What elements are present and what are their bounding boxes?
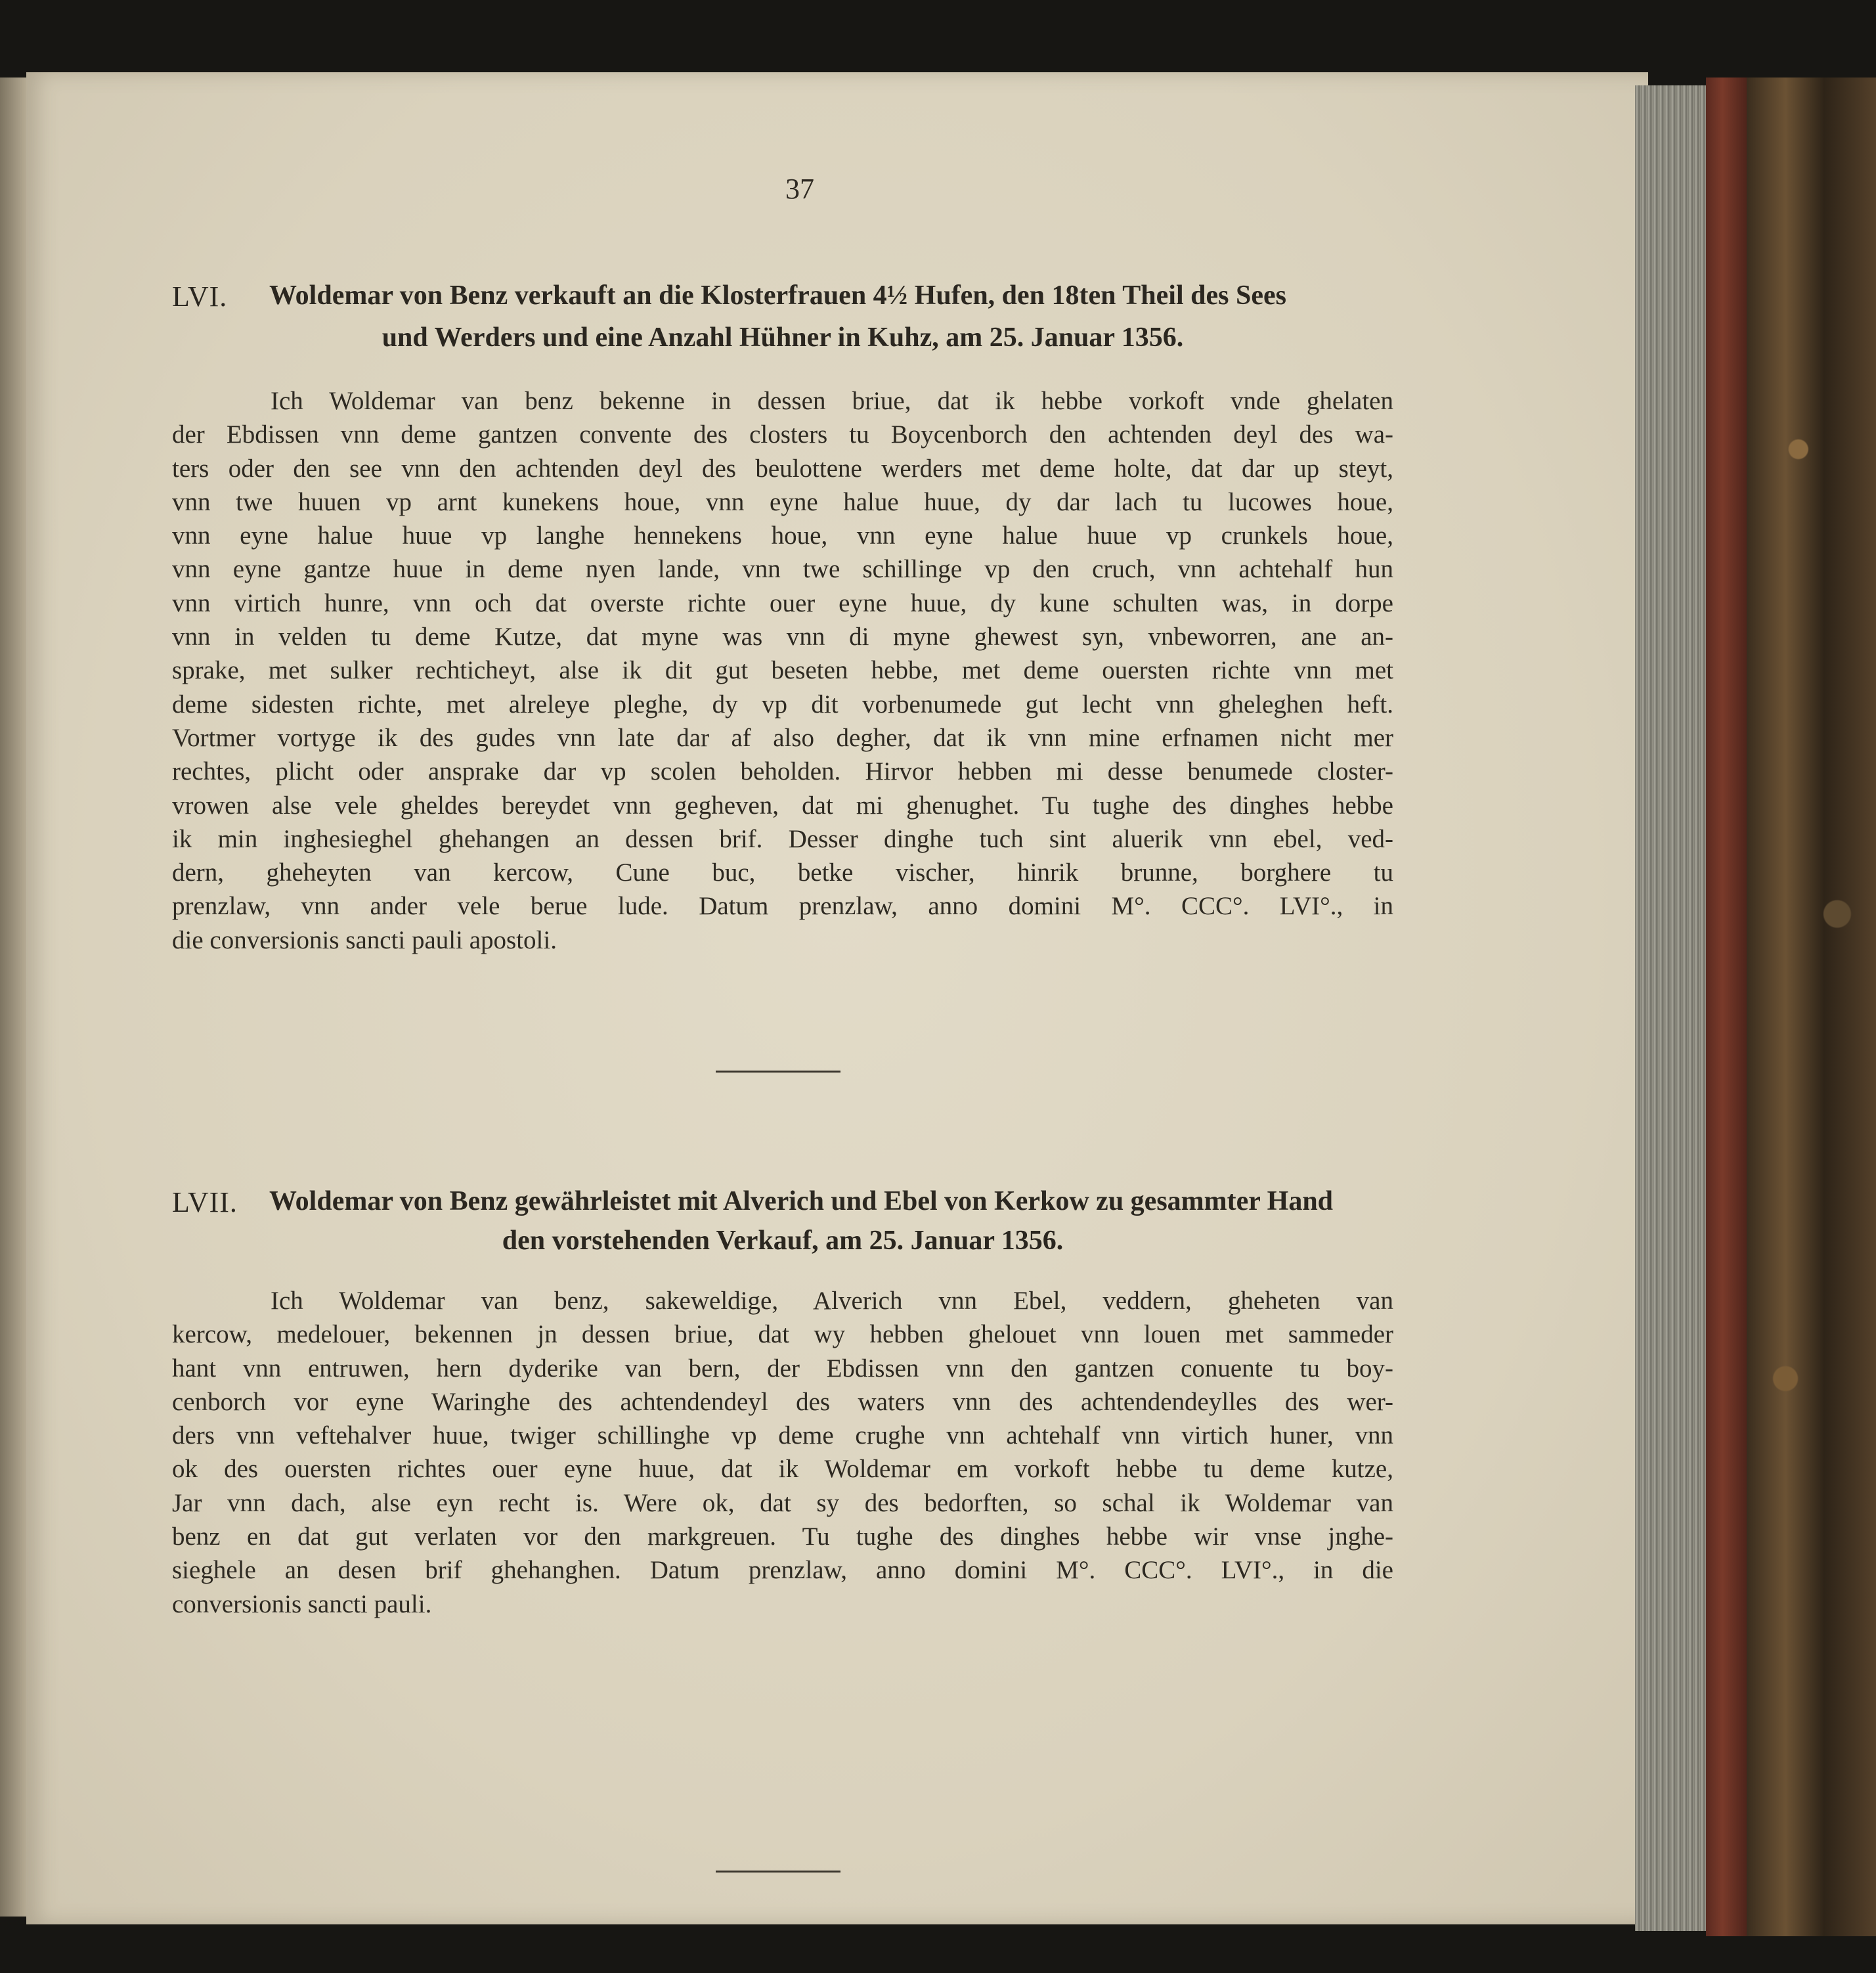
section-divider [716, 1871, 840, 1873]
text-line: vnn virtich hunre, vnn och dat overste richte ouer eyne huue, dy kune schulten was, in dorpe [172, 588, 1393, 617]
text-line: Vortmer vortyge ik des gudes vnn late dar af also degher, dat ik vnn mine erfnamen nicht mer [172, 723, 1393, 752]
page-block-edges [1635, 85, 1707, 1931]
text-line: deme sidesten richte, met alreleye pleghe, dy vp dit vorbenumede gut lecht vnn gheleghen heft. [172, 690, 1393, 719]
text-line: prenzlaw, vnn ander vele berue lude. Datum prenzlaw, anno domini M°. CCC°. LVI°., in [172, 892, 1393, 921]
page-number: 37 [785, 173, 814, 205]
section-number: LVI. [172, 280, 228, 313]
marbled-board [1747, 78, 1876, 1936]
text-line: conversionis sancti pauli. [172, 1589, 432, 1618]
section-body [172, 384, 1393, 957]
text-line: ok des ouersten richtes ouer eyne huue, dat ik Woldemar em vorkoft hebbe tu deme kutze, [172, 1455, 1393, 1484]
section-heading-line1: Woldemar von Benz verkauft an die Klosterfrauen 4½ Hufen, den 18ten Theil des Sees [269, 280, 1286, 311]
text-line: benz en dat gut verlaten vor den markgreuen. Tu tughe des dinghes hebbe wir vnse jnghe- [172, 1522, 1393, 1551]
text-line: rechtes, plicht oder ansprake dar vp scolen beholden. Hirvor hebben mi desse benumede closter- [172, 757, 1393, 786]
text-line: ders vnn veftehalver huue, twiger schillinghe vp deme crughe vnn achtehalf vnn virtich huner, vnn [172, 1421, 1393, 1450]
text-line: vrowen alse vele gheldes bereydet vnn gegheven, dat mi ghenughet. Tu tughe des dinghes hebbe [172, 791, 1393, 820]
section-heading-line2: den vorstehenden Verkauf, am 25. Januar 1356. [502, 1226, 1064, 1256]
text-line: ik min inghesieghel ghehangen an dessen brif. Desser dinghe tuch sint aluerik vnn ebel, ved- [172, 824, 1393, 853]
section-body [172, 1284, 1393, 1621]
section-number: LVII. [172, 1186, 238, 1218]
text-line: sieghele an desen brif ghehanghen. Datum prenzlaw, anno domini M°. CCC°. LVI°., in die [172, 1556, 1393, 1585]
section-heading-line2: und Werders und eine Anzahl Hühner in Kuhz, am 25. Januar 1356. [382, 322, 1184, 353]
book-cover-spine [1706, 78, 1747, 1936]
text-line: sprake, met sulker rechticheyt, alse ik dit gut beseten hebbe, met deme ouersten richte vnn met [172, 656, 1393, 685]
text-line: kercow, medelouer, bekennen jn dessen briue, dat wy hebben ghelouet vnn louen met sammeder [172, 1320, 1393, 1349]
text-line: vnn eyne halue huue vp langhe hennekens houe, vnn eyne halue huue vp crunkels houe, [172, 521, 1393, 550]
text-line: Ich Woldemar van benz, sakeweldige, Alverich vnn Ebel, veddern, gheheten van [271, 1287, 1393, 1315]
text-line: hant vnn entruwen, hern dyderike van bern, der Ebdissen vnn den gantzen conuente tu boy- [172, 1354, 1393, 1383]
text-line: vnn eyne gantze huue in deme nyen lande, vnn twe schillinge vp den cruch, vnn achtehalf hun [172, 555, 1393, 584]
text-line: Jar vnn dach, alse eyn recht is. Were ok, dat sy des bedorften, so schal ik Woldemar van [172, 1488, 1393, 1517]
section-heading-line1: Woldemar von Benz gewährleistet mit Alverich und Ebel von Kerkow zu gesammter Hand [269, 1186, 1334, 1216]
text-line: cenborch vor eyne Waringhe des achtendendeyl des waters vnn des achtendendeylles des wer- [172, 1387, 1393, 1416]
text-line: die conversionis sancti pauli apostoli. [172, 925, 557, 954]
text-line: ters oder den see vnn den achtenden deyl des beulottene werders met deme holte, dat dar up steyt, [172, 454, 1393, 483]
text-line: vnn in velden tu deme Kutze, dat myne was vnn di myne ghewest syn, vnbeworren, ane an- [172, 623, 1393, 652]
text-line: vnn twe huuen vp arnt kunekens houe, vnn eyne halue huue, dy dar lach tu lucowes houe, [172, 487, 1393, 516]
section-divider [716, 1071, 840, 1073]
text-line: dern, gheheyten van kercow, Cune buc, betke vischer, hinrik brunne, borghere tu [172, 858, 1393, 887]
text-line: Ich Woldemar van benz bekenne in dessen briue, dat ik hebbe vorkoft vnde ghelaten [271, 387, 1393, 415]
text-line: der Ebdissen vnn deme gantzen convente des closters tu Boycenborch den achtenden deyl des wa- [172, 420, 1393, 449]
